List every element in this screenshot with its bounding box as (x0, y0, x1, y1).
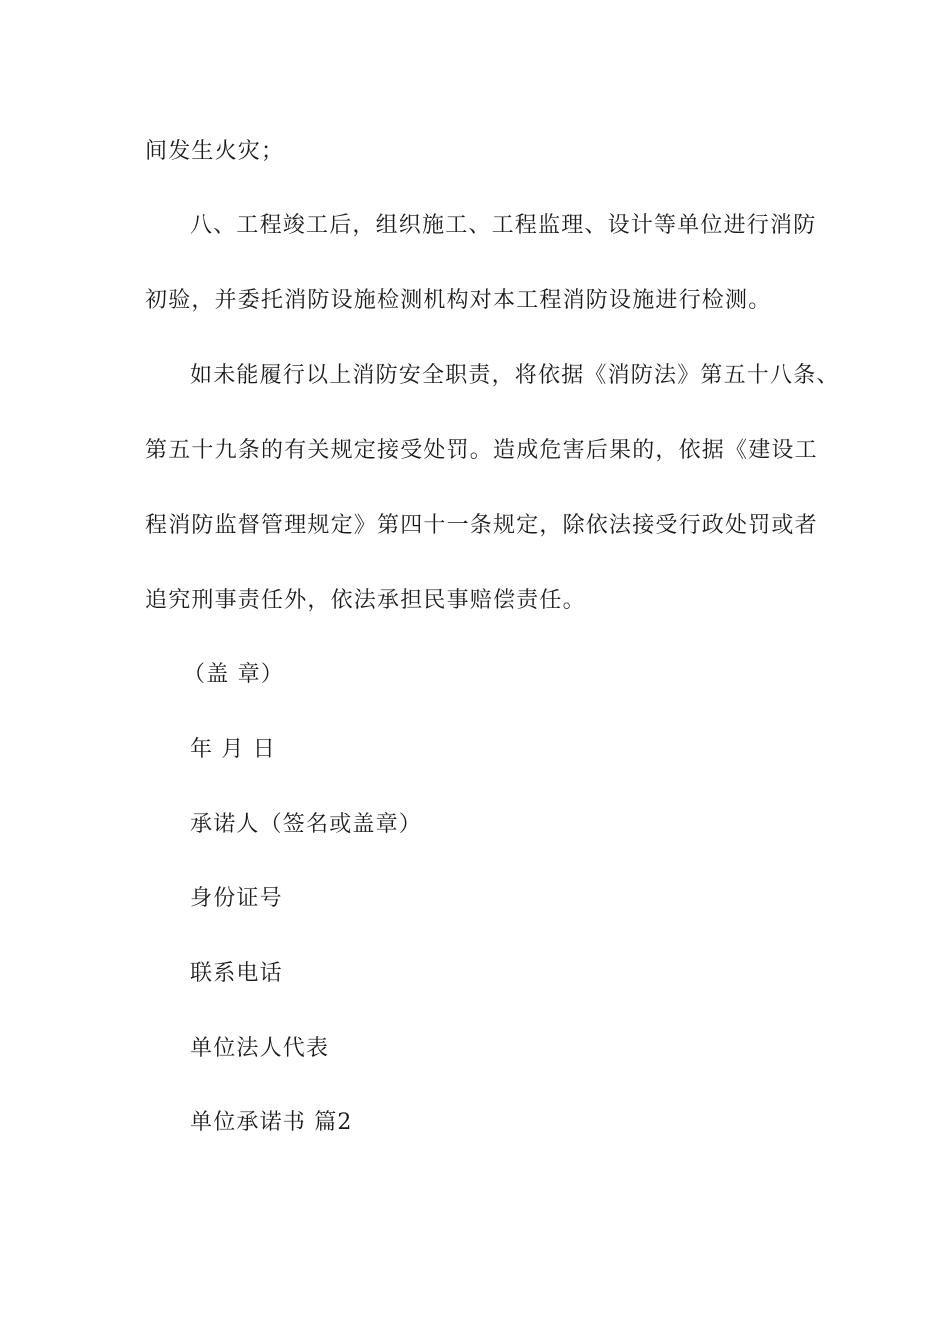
paragraph-penalty-line3: 程消防监督管理规定》第四十一条规定，除依法接受行政处罚或者 (145, 513, 818, 538)
section-heading: 单位承诺书 篇2 (190, 1110, 353, 1135)
phone-label: 联系电话 (190, 961, 283, 986)
paragraph-penalty-line2: 第五十九条的有关规定接受处罚。造成危害后果的，依据《建设工 (145, 438, 818, 463)
legal-representative-label: 单位法人代表 (190, 1036, 330, 1061)
paragraph-penalty-line4: 追究刑事责任外，依法承担民事赔偿责任。 (145, 588, 586, 613)
paragraph-line-fire-end: 间发生火灾； (145, 139, 285, 164)
seal-label: （盖 章） (183, 662, 284, 687)
id-number-label: 身份证号 (190, 886, 283, 911)
paragraph-item-eight-line2: 初验，并委托消防设施检测机构对本工程消防设施进行检测。 (145, 288, 772, 313)
paragraph-item-eight-line1: 八、工程竣工后，组织施工、工程监理、设计等单位进行消防 (190, 213, 817, 238)
paragraph-penalty-line1: 如未能履行以上消防安全职责，将依据《消防法》第五十八条、 (190, 363, 840, 388)
date-label: 年 月 日 (190, 737, 276, 762)
promisor-signature-label: 承诺人（签名或盖章） (190, 812, 423, 837)
